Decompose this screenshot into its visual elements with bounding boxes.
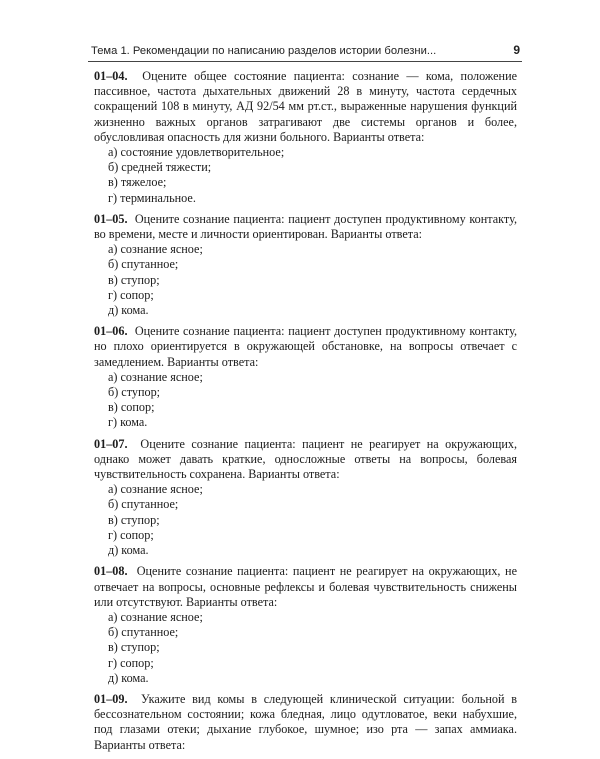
question-code: 01–09. (94, 691, 128, 706)
answer-options (94, 242, 517, 318)
answer-option: а) сознание ясное; (108, 482, 203, 497)
question-code: 01–05. (94, 211, 128, 226)
question-text: Оцените сознание пациента: пациент доступен продуктивному контакту, но плохо ориентируется в окружающей обстановке, на вопросы отвечает с замедлением. Варианты ответа: (94, 324, 518, 369)
question-text: Оцените сознание пациента: пациент доступен продуктивному контакту, во времени, месте и личности ориентирован. Варианты ответа: (94, 211, 518, 242)
answer-option: а) сознание ясное; (108, 369, 203, 384)
question-code: 01–07. (94, 436, 128, 451)
question-block (94, 437, 517, 559)
questions-body (94, 69, 517, 759)
answer-option: г) сопор; (108, 655, 154, 670)
question-block (94, 692, 517, 753)
answer-option: в) ступор; (108, 640, 160, 655)
question-code: 01–06. (94, 324, 128, 339)
question-block (94, 212, 517, 318)
answer-option: д) кома. (108, 543, 149, 558)
question-text-line (94, 324, 517, 370)
question-text-line (94, 564, 517, 610)
question-text: Укажите вид комы в следующей клинической ситуации: больной в бессознательном состоянии; кожа бледная, лицо одутловатое, веки набухшие, под глазами отеки; дыхание глубокое, шумное; изо рта — запах аммиака. Варианты ответа: (94, 691, 517, 752)
answer-options (94, 370, 517, 431)
question-code: 01–04. (94, 69, 128, 83)
answer-option: г) сопор; (108, 287, 154, 302)
answer-option: г) терминальное. (108, 190, 196, 205)
answer-options (94, 482, 517, 558)
answer-option: а) сознание ясное; (108, 242, 203, 257)
answer-option: б) спутанное; (108, 497, 179, 512)
answer-option: г) кома. (108, 415, 148, 430)
question-block (94, 69, 517, 206)
answer-option: б) ступор; (108, 385, 161, 400)
answer-option: д) кома. (108, 303, 149, 318)
answer-option: б) спутанное; (108, 625, 179, 640)
question-block (94, 324, 517, 430)
page-number: 9 (513, 43, 520, 57)
answer-option: в) тяжелое; (108, 175, 167, 190)
answer-option: а) состояние удовлетворительное; (108, 145, 285, 160)
answer-option: д) кома. (108, 670, 149, 685)
header-title: Тема 1. Рекомендации по написанию разделов истории болезни... (91, 45, 437, 57)
question-text-line (94, 69, 517, 145)
running-header (91, 43, 520, 57)
question-text-line (94, 692, 517, 753)
answer-option: в) сопор; (108, 400, 155, 415)
question-text: Оцените сознание пациента: пациент не реагирует на окружающих, однако может давать краткие, односложные ответы на вопросы, болевая чувствительность сохранена. Варианты ответа: (94, 436, 517, 482)
question-text: Оцените общее состояние пациента: сознание — кома, положение пассивное, частота дыхательных движений 28 в минуту, частота сердечных сокращений 108 в минуту, АД 92/54 мм рт.ст., выраженные нарушения функций жизненно важных органов затрагивают две системы органов и более, обусловливая опасность для жизни больного. Варианты ответа: (94, 69, 517, 144)
header-rule (88, 61, 522, 62)
answer-option: а) сознание ясное; (108, 609, 203, 624)
answer-option: б) спутанное; (108, 257, 179, 272)
question-text: Оцените сознание пациента: пациент не реагирует на окружающих, не отвечает на вопросы, основные рефлексы и болевая чувствительность снижены или отсутствуют. Варианты ответа: (94, 564, 517, 609)
question-text-line (94, 437, 517, 483)
question-text-line (94, 212, 517, 242)
answer-options (94, 145, 517, 206)
answer-option: в) ступор; (108, 272, 160, 287)
question-code: 01–08. (94, 564, 128, 579)
answer-option: в) ступор; (108, 512, 160, 527)
question-block (94, 564, 517, 686)
answer-options (94, 610, 517, 686)
answer-option: б) средней тяжести; (108, 160, 212, 175)
answer-option: г) сопор; (108, 527, 154, 542)
